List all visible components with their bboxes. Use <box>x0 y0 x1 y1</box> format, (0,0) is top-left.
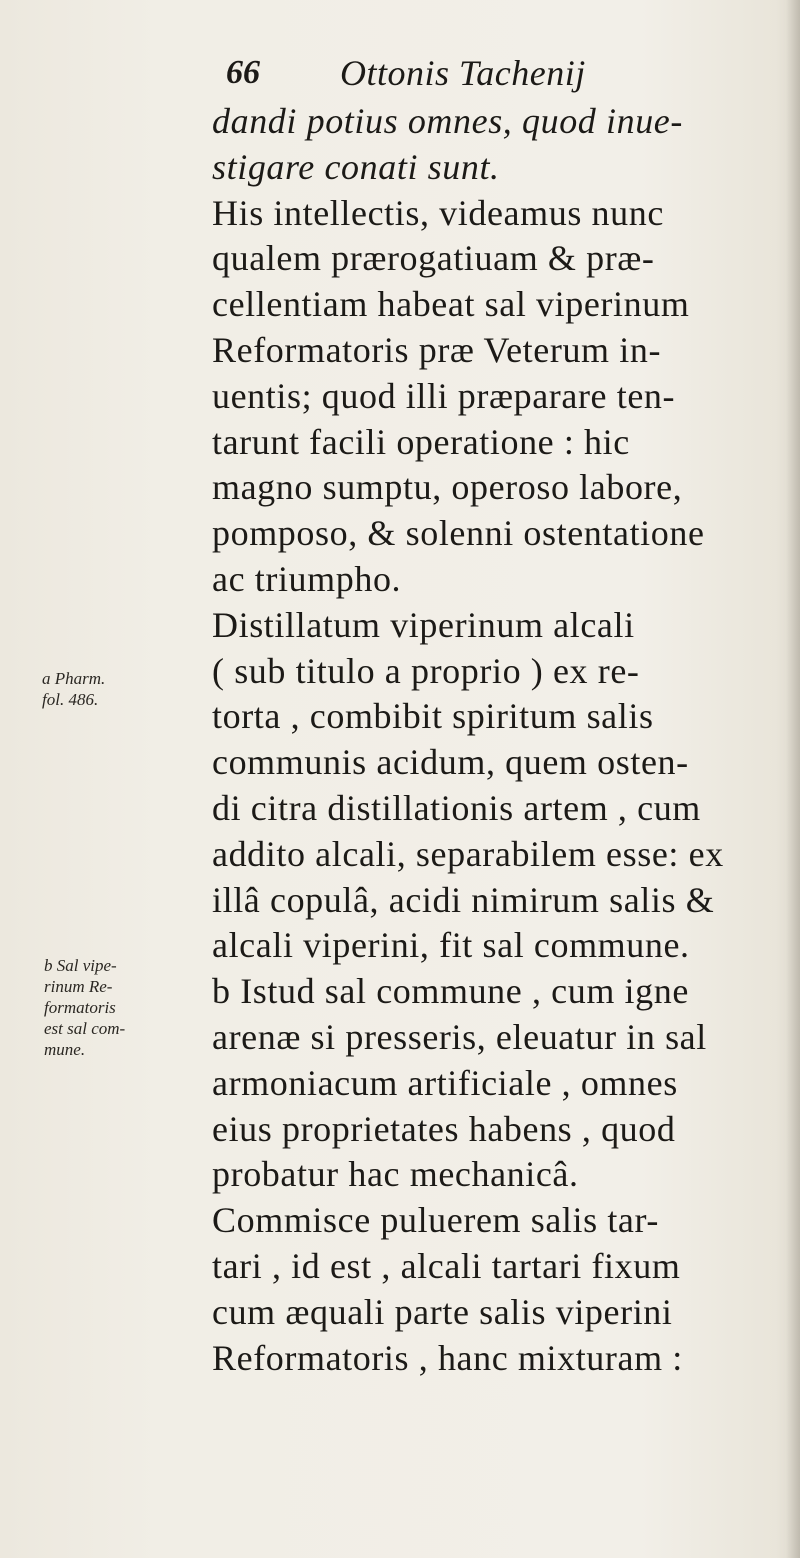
running-header <box>226 48 746 98</box>
text-line: Reformatoris , hanc mixturam : <box>212 1337 683 1378</box>
text-line: armoniacum artificiale , omnes <box>212 1062 678 1103</box>
margin-note-line: est sal com- <box>44 1019 126 1038</box>
text-line: torta , combibit spiritum salis <box>212 696 654 737</box>
margin-note-line: rinum Re- <box>44 977 113 996</box>
text-line: dandi potius omnes, quod inue- <box>212 101 683 141</box>
text-line: ( sub titulo a proprio ) ex re- <box>212 650 640 691</box>
text-line: Distillatum viperinum alcali <box>212 604 635 645</box>
text-line: tari , id est , alcali tartari fixum <box>212 1245 681 1286</box>
text-line: qualem prærogatiuam & præ- <box>212 238 655 279</box>
margin-note-line: formatoris <box>44 998 116 1017</box>
running-title: Ottonis Tachenij <box>340 53 586 93</box>
text-line: His intellectis, videamus nunc <box>212 192 664 233</box>
margin-note-line: fol. 486. <box>42 690 99 709</box>
text-line: addito alcali, separabilem esse: ex <box>212 833 724 874</box>
margin-note-b <box>44 955 125 1060</box>
text-line: communis acidum, quem osten- <box>212 742 689 783</box>
text-line: Reformatoris præ Veterum in- <box>212 329 662 370</box>
text-line: eius proprietates habens , quod <box>212 1108 676 1149</box>
text-line: alcali viperini, fit sal commune. <box>212 925 690 966</box>
text-line: ac triumpho. <box>212 558 402 599</box>
text-line: Commisce puluerem salis tar- <box>212 1200 659 1241</box>
text-line: stigare conati sunt. <box>212 146 500 187</box>
text-line: b Istud sal commune , cum igne <box>212 971 689 1012</box>
text-line: magno sumptu, operoso labore, <box>212 467 683 508</box>
text-line: arenæ si presseris, eleuatur in sal <box>212 1016 707 1057</box>
margin-note-line: b Sal vipe- <box>44 956 117 975</box>
margin-note-line: mune. <box>44 1040 86 1059</box>
margin-note-line: a Pharm. <box>42 669 106 688</box>
text-line: cellentiam habeat sal viperinum <box>212 284 690 325</box>
text-line: di citra distillationis artem , cum <box>212 787 701 828</box>
text-line: cum æquali parte salis viperini <box>212 1291 673 1332</box>
body-text <box>212 99 772 1381</box>
text-line: tarunt facili operatione : hic <box>212 421 630 462</box>
text-line: pomposo, & solenni ostentatione <box>212 513 705 554</box>
page-edge-shadow <box>786 0 800 1558</box>
margin-note-a <box>42 668 105 710</box>
text-line: probatur hac mechanicâ. <box>212 1154 579 1195</box>
page-number: 66 <box>226 54 260 91</box>
text-line: uentis; quod illi præparare ten- <box>212 375 676 416</box>
text-line: illâ copulâ, acidi nimirum salis & <box>212 879 715 920</box>
